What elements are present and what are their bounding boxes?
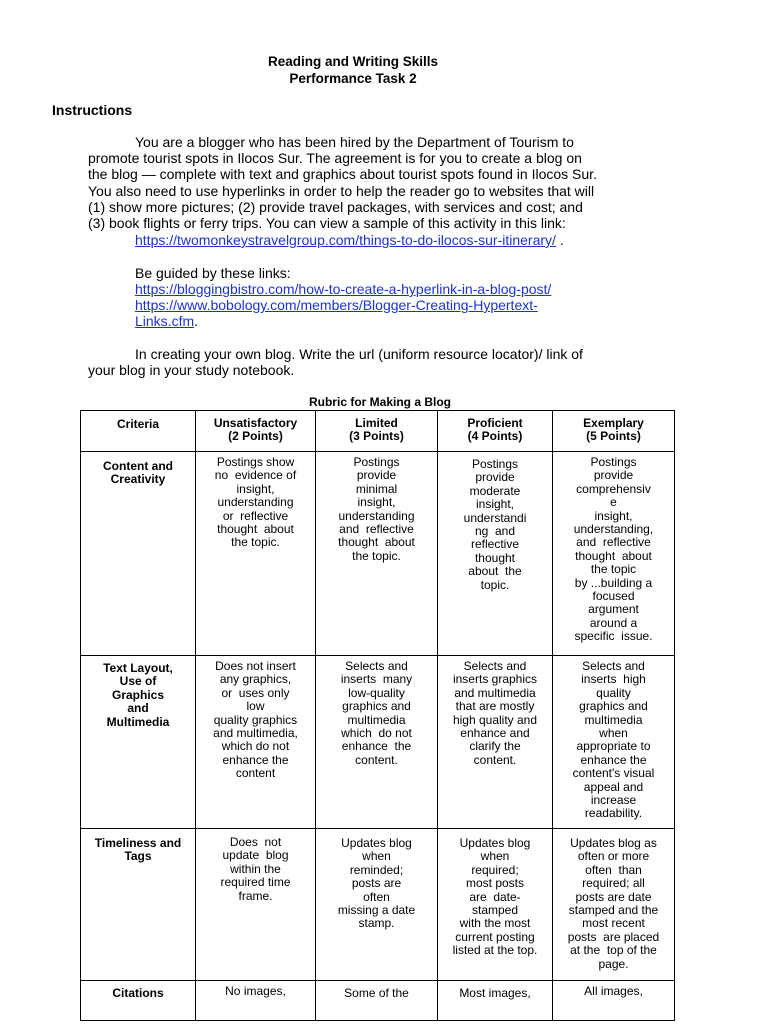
cell-line: the topic: [590, 562, 637, 577]
cell-line: quality: [596, 685, 631, 700]
cell-line: current posting: [455, 929, 535, 944]
paragraph-line: promote tourist spots in Ilocos Sur. The agreement is for you to create a blog on: [88, 150, 582, 167]
cell-line: around a: [589, 615, 638, 630]
rubric-title: Rubric for Making a Blog: [308, 395, 451, 409]
criteria-cell: [81, 981, 196, 1021]
cell-line: content.: [473, 752, 517, 767]
cell-line: understanding: [217, 495, 294, 510]
rubric-cell-text: [202, 836, 309, 903]
cell-line: insight,: [475, 497, 515, 512]
cell-line: within the: [230, 861, 281, 876]
guide-link-2[interactable]: https://www.bobology.com/members/Blogger-Creating-Hypertext-: [135, 297, 538, 313]
guided-intro: Be guided by these links:: [135, 265, 291, 281]
rubric-table: [80, 410, 675, 1021]
cell-line: Timeliness and: [94, 836, 182, 850]
cell-line: often than: [585, 862, 642, 877]
header-exemplary-label: [559, 417, 668, 444]
header-unsatisfactory: [196, 411, 316, 452]
header-limited: [316, 411, 438, 452]
cell-line: Use of: [119, 674, 157, 689]
cell-line: posts are: [351, 876, 402, 891]
cell-line: Selects and: [463, 659, 527, 673]
cell-line: update blog: [222, 848, 289, 863]
rubric-cell-text: [444, 987, 546, 1000]
cell-line: high quality and: [452, 712, 538, 727]
cell-line: Most images,: [459, 986, 531, 1000]
cell-line: Updates blog as: [570, 836, 657, 850]
cell-line: understanding: [338, 508, 415, 523]
cell-line: with the most: [459, 916, 531, 931]
rubric-row-citations: [81, 981, 675, 1021]
guide-link-2-continued[interactable]: Links.cfm: [135, 313, 195, 329]
cell-line: enhance the: [580, 752, 647, 767]
criteria-label: [87, 662, 189, 729]
rubric-cell: [316, 829, 438, 981]
cell-line: about the: [468, 564, 522, 579]
cell-line: thought: [474, 550, 516, 565]
cell-line: insight,: [357, 495, 396, 510]
rubric-cell: [196, 452, 316, 656]
cell-line: (4 Points): [467, 429, 523, 444]
guide-link-1[interactable]: https://bloggingbistro.com/how-to-create-a-hyperlink-in-a-blog-post/: [135, 281, 552, 297]
header-unsatisfactory-label: [202, 417, 309, 444]
blog-url-instruction-line-2: your blog in your study notebook.: [88, 362, 295, 378]
paragraph-line: the blog — complete with text and graphics about tourist spots found in Ilocos Sur.: [88, 166, 597, 183]
criteria-label: [87, 987, 189, 1000]
rubric-cell: [438, 656, 553, 829]
cell-line: or reflective: [222, 508, 289, 523]
cell-line: inserts graphics: [452, 672, 538, 687]
rubric-cell-text: [559, 985, 668, 998]
rubric-cell: [438, 981, 553, 1021]
cell-line: insight,: [594, 508, 633, 523]
cell-line: readability.: [584, 806, 643, 821]
paragraph-line: You also need to use hyperlinks in order to help the reader go to websites that will: [88, 182, 595, 199]
cell-line: enhance and: [460, 726, 530, 741]
cell-line: Selects and: [345, 659, 408, 673]
cell-line: are date-: [469, 889, 521, 904]
sample-link-suffix: .: [555, 232, 564, 248]
rubric-cell-text: [559, 660, 668, 821]
criteria-cell: [81, 829, 196, 981]
cell-line: Updates blog: [459, 836, 531, 850]
cell-line: Limited: [355, 416, 398, 430]
criteria-label: [87, 837, 189, 864]
cell-line: any graphics,: [219, 672, 292, 687]
cell-line: enhance the: [222, 752, 289, 767]
cell-line: understanding,: [573, 522, 654, 537]
rubric-cell: [316, 452, 438, 656]
cell-line: minimal: [355, 481, 398, 496]
cell-line: thought about: [217, 522, 294, 537]
criteria-cell: [81, 452, 196, 656]
cell-line: provide: [356, 468, 397, 483]
cell-line: topic.: [480, 577, 510, 592]
cell-line: multimedia: [347, 712, 406, 727]
cell-line: and reflective: [576, 535, 651, 550]
rubric-cell: [553, 829, 675, 981]
cell-line: quality graphics: [213, 712, 298, 727]
cell-line: specific issue.: [574, 629, 653, 644]
cell-line: e: [610, 495, 617, 510]
cell-line: Does not: [229, 835, 282, 849]
cell-line: thought about: [338, 535, 415, 550]
cell-line: Does not insert: [215, 659, 296, 673]
cell-line: multimedia: [584, 712, 643, 727]
cell-line: Creativity: [110, 472, 166, 487]
cell-line: inserts many: [340, 672, 413, 687]
header-criteria: [81, 411, 196, 452]
cell-line: low-quality: [348, 685, 405, 700]
cell-line: when: [599, 726, 628, 741]
cell-line: most recent: [582, 916, 645, 931]
cell-line: and reflective: [339, 522, 414, 537]
rubric-cell-text: [202, 985, 309, 998]
rubric-cell-text: [322, 456, 431, 563]
cell-line: thought about: [575, 548, 652, 563]
cell-line: increase: [590, 793, 637, 808]
cell-line: ng and: [474, 524, 516, 539]
rubric-cell-text: [322, 837, 431, 931]
cell-line: Selects and: [582, 659, 645, 673]
cell-line: stamp.: [358, 916, 395, 931]
rubric-cell: [196, 656, 316, 829]
cell-line: All images,: [584, 984, 643, 998]
cell-line: when: [480, 849, 510, 864]
cell-line: Text Layout,: [103, 661, 173, 675]
rubric-cell: [316, 656, 438, 829]
cell-line: argument: [588, 602, 639, 617]
paragraph-line: (1) show more pictures; (2) provide travel packages, with services and cost; and: [88, 198, 583, 215]
cell-line: Postings show: [216, 455, 295, 469]
sample-link[interactable]: https://twomonkeystravelgroup.com/things-to-do-ilocos-sur-itinerary/: [135, 232, 556, 248]
rubric-cell: [553, 981, 675, 1021]
cell-line: and: [127, 701, 149, 716]
cell-line: reminded;: [349, 862, 404, 877]
cell-line: focused: [592, 589, 635, 604]
cell-line: Proficient: [467, 416, 523, 430]
cell-line: Updates blog: [341, 836, 412, 850]
paragraph-line: You are a blogger who has been hired by the Department of Tourism to: [135, 134, 574, 150]
cell-line: content.: [355, 752, 398, 767]
blog-url-instruction-line-1: In creating your own blog. Write the url (uniform resource locator)/ link of: [135, 346, 583, 362]
cell-line: clarify the: [469, 739, 521, 754]
rubric-row-content-creativity: [81, 452, 675, 656]
cell-line: that are mostly: [455, 699, 535, 714]
cell-line: Content and: [103, 459, 173, 473]
cell-line: reflective: [470, 537, 520, 552]
guide-link-2-suffix: .: [194, 313, 199, 329]
cell-line: which do not: [341, 726, 412, 741]
rubric-cell-text: [322, 660, 431, 767]
rubric-cell: [438, 452, 553, 656]
guide-link-2-line-2: [135, 313, 198, 329]
cell-line: when: [362, 849, 391, 864]
cell-line: content's visual: [572, 766, 655, 781]
cell-line: inserts high: [581, 672, 646, 687]
criteria-label: [87, 460, 189, 487]
rubric-cell: [196, 829, 316, 981]
cell-line: often or more: [577, 849, 650, 864]
cell-line: required; all: [582, 876, 645, 891]
cell-line: insight,: [236, 481, 275, 496]
cell-line: and multimedia: [454, 685, 536, 700]
cell-line: most posts: [465, 876, 525, 891]
header-limited-label: [322, 417, 431, 444]
rubric-row-text-layout: [81, 656, 675, 829]
cell-line: by ...building a: [574, 575, 653, 590]
cell-line: Postings: [590, 455, 637, 469]
cell-line: understandi: [463, 510, 527, 525]
cell-line: the topic.: [231, 535, 280, 550]
rubric-cell: [553, 656, 675, 829]
cell-line: content: [235, 766, 276, 781]
header-exemplary: [553, 411, 675, 452]
cell-line: appeal and: [583, 779, 644, 794]
cell-line: Citations: [112, 986, 164, 1000]
cell-line: Some of the: [344, 986, 409, 1000]
cell-line: posts are placed: [567, 929, 660, 944]
header-proficient: [438, 411, 553, 452]
cell-line: Graphics: [111, 687, 165, 702]
cell-line: stamped: [471, 903, 519, 918]
paragraph-line: (3) book flights or ferry trips. You can view a sample of this activity in this link:: [88, 215, 566, 232]
cell-line: provide: [593, 468, 634, 483]
cell-line: comprehensiv: [576, 481, 651, 496]
rubric-cell: [553, 452, 675, 656]
cell-line: Unsatisfactory: [213, 416, 298, 430]
cell-line: posts are date: [575, 889, 652, 904]
cell-line: or uses only: [221, 685, 290, 700]
cell-line: (3 Points): [349, 429, 404, 444]
sample-link-line: [135, 232, 564, 248]
cell-line: (2 Points): [228, 429, 283, 444]
header-criteria-label: Criteria: [116, 417, 160, 431]
cell-line: Tags: [124, 849, 152, 864]
cell-line: page.: [598, 956, 629, 971]
cell-line: at the top of the: [570, 943, 657, 958]
rubric-row-timeliness: [81, 829, 675, 981]
cell-line: Exemplary: [583, 416, 644, 430]
rubric-cell-text: [444, 837, 546, 958]
rubric-cell-text: [202, 660, 309, 781]
cell-line: Postings: [471, 457, 519, 471]
cell-line: enhance the: [341, 739, 412, 754]
cell-line: (5 Points): [586, 429, 641, 444]
cell-line: and multimedia,: [213, 726, 298, 741]
header-proficient-label: [444, 417, 546, 444]
rubric-header-row: [81, 411, 675, 452]
rubric-cell: [196, 981, 316, 1021]
rubric-cell-text: [202, 456, 309, 550]
cell-line: missing a date: [337, 903, 416, 918]
cell-line: Multimedia: [106, 714, 170, 729]
document-title: Reading and Writing Skills: [267, 54, 439, 69]
cell-line: provide: [475, 470, 515, 485]
cell-line: No images,: [225, 984, 286, 998]
guide-link-2-line: [135, 297, 538, 313]
cell-line: the topic.: [352, 548, 401, 563]
rubric-cell: [438, 829, 553, 981]
cell-line: appropriate to: [576, 739, 651, 754]
cell-line: graphics and: [342, 699, 411, 714]
document-subtitle: Performance Task 2: [289, 71, 417, 86]
rubric-cell-text: [322, 987, 431, 1000]
cell-line: no evidence of: [214, 468, 297, 483]
cell-line: often: [363, 889, 390, 904]
cell-line: Postings: [353, 455, 400, 469]
cell-line: frame.: [238, 888, 273, 903]
rubric-cell: [316, 981, 438, 1021]
cell-line: graphics and: [579, 699, 648, 714]
cell-line: required time: [220, 875, 291, 890]
cell-line: stamped and the: [568, 903, 659, 918]
cell-line: required;: [471, 862, 519, 877]
criteria-cell: [81, 656, 196, 829]
instructions-paragraph: [88, 134, 648, 231]
guide-link-1-line: [135, 281, 551, 297]
cell-line: low: [246, 699, 265, 714]
rubric-cell-text: [559, 456, 668, 644]
cell-line: which do not: [221, 739, 290, 754]
rubric-cell-text: [559, 837, 668, 971]
cell-line: moderate: [469, 483, 521, 498]
rubric-cell-text: [444, 458, 546, 592]
rubric-cell-text: [444, 660, 546, 767]
instructions-heading: Instructions: [52, 102, 133, 118]
cell-line: listed at the top.: [452, 943, 538, 958]
